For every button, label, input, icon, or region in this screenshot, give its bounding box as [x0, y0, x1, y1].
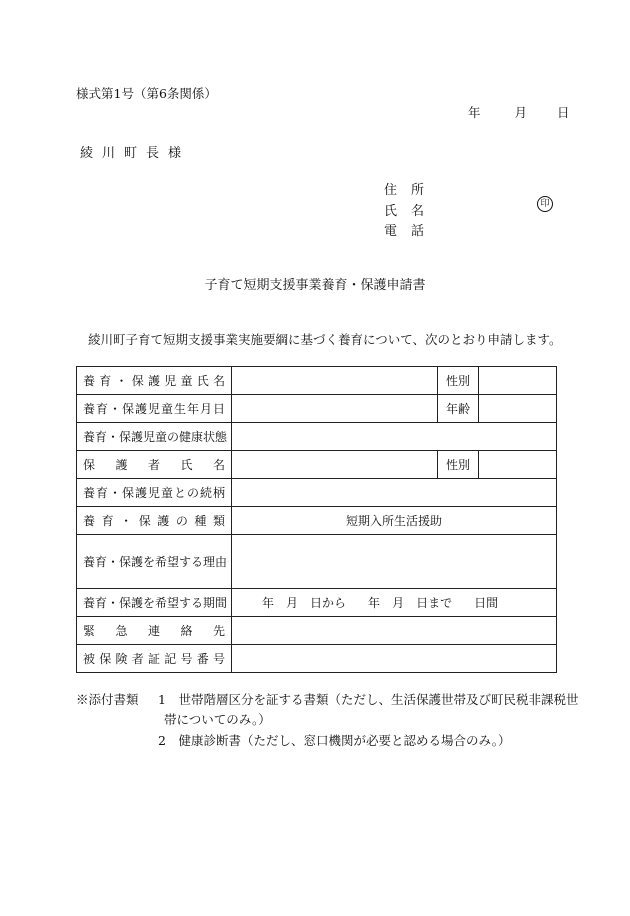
attachment-item-2: 2 健康診断書（ただし、窓口機関が必要と認める場合のみ。） [158, 733, 511, 748]
child-name-label: 養育・保護児童氏名 [77, 367, 232, 395]
care-type-label: 養育・保護の種類 [77, 507, 232, 535]
date-year-label: 年 [468, 105, 481, 120]
child-health-field[interactable] [232, 423, 557, 451]
attachment-item-1-continued: 帯についてのみ。） [164, 712, 271, 727]
period-days: 日間 [474, 596, 499, 610]
period-to: 日まで [416, 596, 453, 610]
date-month-label: 月 [514, 105, 528, 120]
phone-label: 電話 [384, 224, 439, 239]
period-label: 養育・保護を希望する期間 [77, 589, 232, 617]
addressee: 綾川町長様 [80, 146, 191, 161]
table-row [77, 617, 557, 645]
relation-field[interactable] [232, 479, 557, 507]
name-label: 氏名 [384, 204, 439, 219]
attachments-heading: ※添付書類 [76, 692, 139, 707]
table-row [77, 367, 557, 395]
seal-mark: 印 [537, 196, 553, 212]
age-field[interactable] [479, 395, 557, 423]
attachment-item-1: 1 世帯階層区分を証する書類（ただし、生活保護世帯及び町民税非課税世 [158, 692, 579, 707]
period-year-2: 年 [368, 596, 381, 610]
age-label: 年齢 [438, 395, 479, 423]
insurance-number-field[interactable] [232, 645, 557, 673]
lead-paragraph: 綾川町子育て短期支援事業実施要綱に基づく養育について、次のとおり申請します。 [88, 332, 562, 347]
relation-label: 養育・保護児童との続柄 [77, 479, 232, 507]
care-type-value: 短期入所生活援助 [232, 507, 557, 535]
period-month-2: 月 [392, 596, 405, 610]
document-title: 子育て短期支援事業養育・保護申請書 [204, 278, 426, 293]
insurance-number-label: 被保険者証記号番号 [77, 645, 232, 673]
guardian-name-field[interactable] [232, 451, 438, 479]
sex-field[interactable] [479, 367, 557, 395]
child-birthdate-label: 養育・保護児童生年月日 [77, 395, 232, 423]
table-row [77, 423, 557, 451]
period-month: 月 [286, 596, 299, 610]
emergency-contact-field[interactable] [232, 617, 557, 645]
period-from: 日から [310, 596, 347, 610]
table-row [77, 535, 557, 589]
reason-label: 養育・保護を希望する理由 [77, 535, 232, 589]
application-date [468, 103, 570, 121]
reason-field[interactable] [232, 535, 557, 589]
table-row [77, 395, 557, 423]
table-row [77, 451, 557, 479]
period-field[interactable] [232, 589, 557, 617]
address-label: 住所 [384, 183, 439, 198]
application-form-table [76, 366, 557, 673]
form-number: 様式第1号（第6条関係） [76, 86, 217, 101]
table-row [77, 479, 557, 507]
table-row [77, 507, 557, 535]
child-birthdate-field[interactable] [232, 395, 438, 423]
child-health-label: 養育・保護児童の健康状態 [77, 423, 232, 451]
sex-label: 性別 [438, 367, 479, 395]
guardian-sex-field[interactable] [479, 451, 557, 479]
table-row [77, 645, 557, 673]
date-day-label: 日 [557, 105, 570, 120]
child-name-field[interactable] [232, 367, 438, 395]
emergency-contact-label: 緊急連絡先 [77, 617, 232, 645]
guardian-sex-label: 性別 [438, 451, 479, 479]
table-row [77, 589, 557, 617]
guardian-name-label: 保護者氏名 [77, 451, 232, 479]
period-year: 年 [262, 596, 275, 610]
